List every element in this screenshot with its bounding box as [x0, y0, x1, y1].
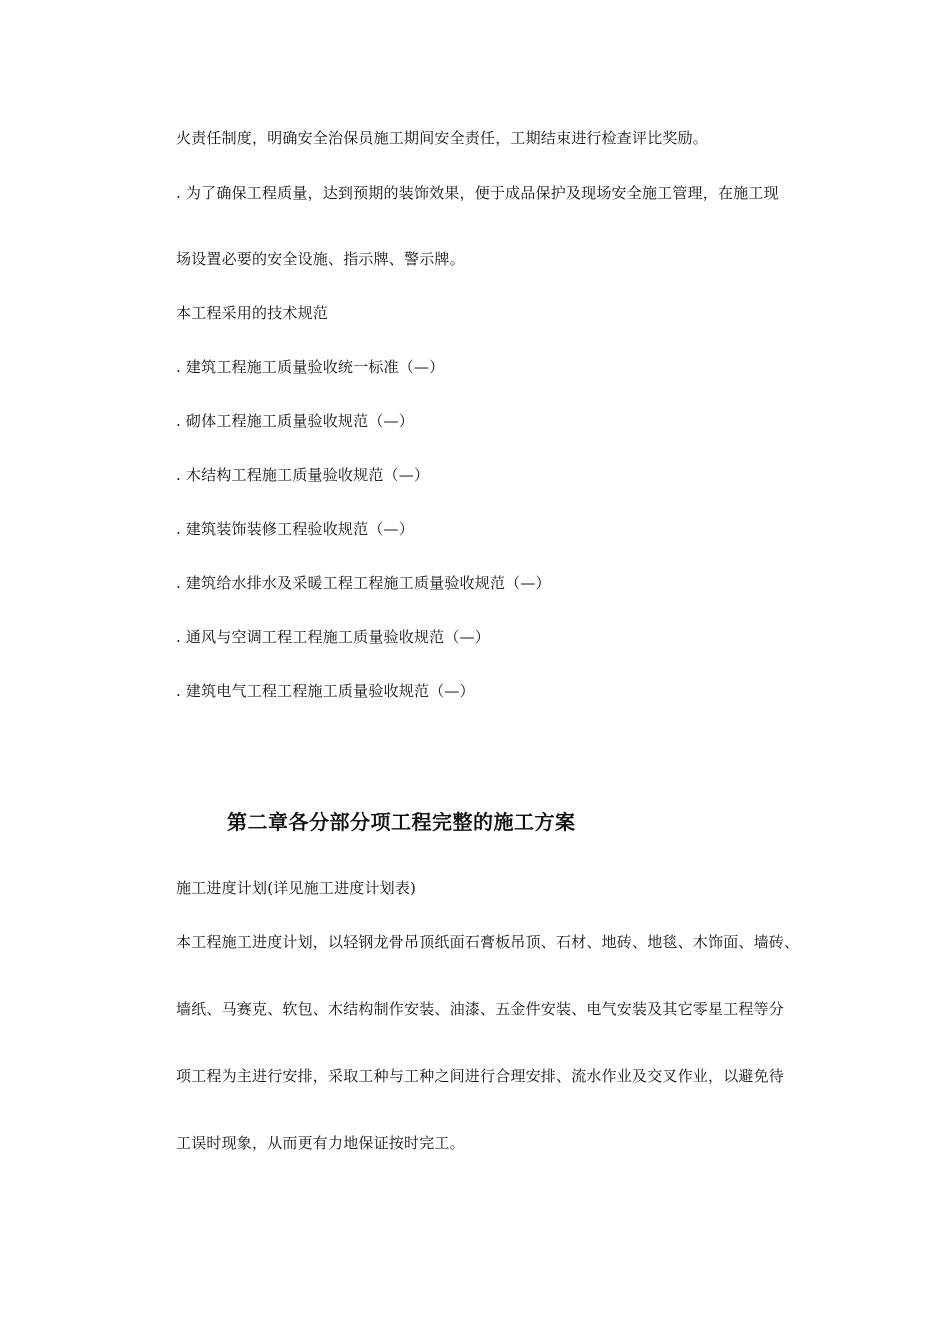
section-subtitle: 施工进度计划(详见施工进度计划表): [176, 879, 417, 897]
paragraph-line: 火责任制度，明确安全治保员施工期间安全责任，工期结束进行检查评比奖励。: [176, 129, 709, 147]
list-item: . 建筑工程施工质量验收统一标准（—）: [176, 358, 445, 376]
paragraph-line: 墙纸、马赛克、软包、木结构制作安装、油漆、五金件安装、电气安装及其它零星工程等分: [176, 1000, 785, 1018]
list-item: . 建筑给水排水及采暖工程工程施工质量验收规范（—）: [176, 574, 551, 592]
chapter-heading: 第二章各分部分项工程完整的施工方案: [227, 810, 576, 834]
paragraph-line: 项工程为主进行安排，采取工种与工种之间进行合理安排、流水作业及交叉作业，以避免待: [176, 1067, 785, 1085]
list-item: . 砌体工程施工质量验收规范（—）: [176, 412, 414, 430]
paragraph-line: 工误时现象，从而更有力地保证按时完工。: [176, 1134, 465, 1152]
paragraph-line: 场设置必要的安全设施、指示牌、警示牌。: [176, 250, 465, 268]
paragraph-line: 本工程施工进度计划，以轻钢龙骨吊顶纸面石膏板吊顶、石材、地砖、地毯、木饰面、墙砖、: [176, 933, 800, 951]
list-item: . 木结构工程施工质量验收规范（—）: [176, 466, 430, 484]
paragraph-line: . 为了确保工程质量，达到预期的装饰效果，便于成品保护及现场安全施工管理，在施工现: [176, 184, 779, 202]
list-item: . 建筑装饰装修工程验收规范（—）: [176, 520, 414, 538]
section-subtitle: 本工程采用的技术规范: [176, 304, 329, 322]
list-item: . 建筑电气工程工程施工质量验收规范（—）: [176, 682, 475, 700]
list-item: . 通风与空调工程工程施工质量验收规范（—）: [176, 628, 490, 646]
